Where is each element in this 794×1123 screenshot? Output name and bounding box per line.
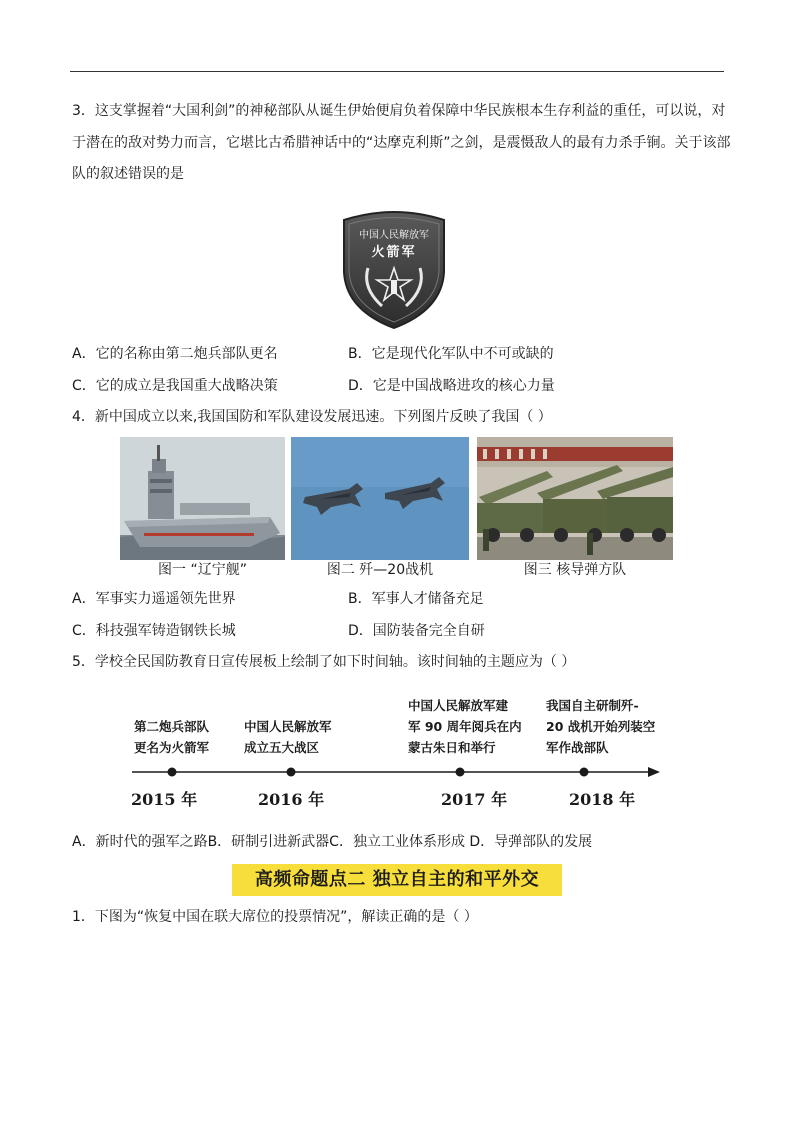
timeline-event-1-line-2: 更名为火箭军 <box>134 740 210 755</box>
timeline-event-3-line-2: 军 90 周年阅兵在内 <box>408 719 522 734</box>
timeline-event-2-text <box>244 716 332 758</box>
section-heading: 高频命题点二 独立自主的和平外交 <box>232 864 562 896</box>
timeline-event-4-line-2: 20 战机开始列装空 <box>546 719 656 734</box>
liaoning-carrier-photo <box>120 437 285 560</box>
timeline-event-2-line-2: 成立五大战区 <box>244 740 320 755</box>
q1-stem: 1．下图为“恢复中国在联大席位的投票情况”，解读正确的是（ ） <box>72 909 478 925</box>
q3-option-d[interactable]: D．它是中国战略进攻的核心力量 <box>348 378 555 394</box>
header-rule <box>70 71 724 72</box>
missile-parade-photo <box>477 437 673 560</box>
timeline-year-2016: 2016 年 <box>258 790 325 809</box>
timeline-event-4-line-1: 我国自主研制歼- <box>546 698 639 713</box>
q3-text-line-1: 3．这支掌握着“大国利剑”的神秘部队从诞生伊始便肩负着保障中华民族根本生存利益的重任，可以说，对 <box>72 103 726 119</box>
q3-option-a[interactable]: A．它的名称由第二炮兵部队更名 <box>72 346 278 362</box>
j20-fighter-photo <box>291 437 469 560</box>
q4-option-a[interactable]: A．军事实力遥遥领先世界 <box>72 591 236 607</box>
q3-option-c[interactable]: C．它的成立是我国重大战略决策 <box>72 378 278 394</box>
photo-caption-3: 图三 核导弹方队 <box>523 562 627 578</box>
timeline-event-1-text <box>134 716 209 758</box>
timeline-dot-2016 <box>287 768 296 777</box>
badge-bottom-text: 火箭军 <box>371 245 417 260</box>
timeline-event-2-line-1: 中国人民解放军 <box>244 719 332 734</box>
timeline-event-3-line-1: 中国人民解放军建 <box>408 698 509 713</box>
q4-stem: 4．新中国成立以来,我国国防和军队建设发展迅速。下列图片反映了我国（ ） <box>72 409 552 425</box>
timeline-dot-2018 <box>580 768 589 777</box>
timeline-event-3-line-3: 蒙古朱日和举行 <box>408 740 496 755</box>
timeline-arrow-head <box>648 767 660 777</box>
rocket-force-badge-image <box>338 206 450 330</box>
q3-option-b[interactable]: B．它是现代化军队中不可或缺的 <box>348 346 554 362</box>
timeline-dot-2015 <box>168 768 177 777</box>
timeline-event-4-text <box>546 695 655 758</box>
timeline-event-1-line-1: 第二炮兵部队 <box>134 719 210 734</box>
photo-caption-2: 图二 歼—20战机 <box>326 562 434 578</box>
timeline-year-2015: 2015 年 <box>131 790 198 809</box>
q4-option-d[interactable]: D．国防装备完全自研 <box>348 623 485 639</box>
q4-option-c[interactable]: C．科技强军铸造钢铁长城 <box>72 623 236 639</box>
q5-options[interactable]: A．新时代的强军之路B．研制引进新武器C．独立工业体系形成 D．导弹部队的发展 <box>72 834 593 850</box>
q3-text-line-2: 于潜在的敌对势力而言，它堪比古希腊神话中的“达摩克利斯”之剑，是震慑敌人的最有力杀手锏。关于该部 <box>72 135 731 151</box>
q4-option-b[interactable]: B．军事人才储备充足 <box>348 591 484 607</box>
timeline-event-3-text <box>408 695 522 758</box>
photo-caption-1: 图一 “辽宁舰” <box>158 562 247 578</box>
timeline-year-2017: 2017 年 <box>441 790 508 809</box>
badge-top-text: 中国人民解放军 <box>359 230 429 241</box>
q5-stem: 5．学校全民国防教育日宣传展板上绘制了如下时间轴。该时间轴的主题应为（ ） <box>72 654 576 670</box>
timeline-year-2018: 2018 年 <box>569 790 636 809</box>
timeline-dot-2017 <box>456 768 465 777</box>
timeline-event-4-line-3: 军作战部队 <box>546 740 609 755</box>
timeline-axis <box>130 760 662 784</box>
q3-text-line-3: 队的叙述错误的是 <box>72 166 184 182</box>
